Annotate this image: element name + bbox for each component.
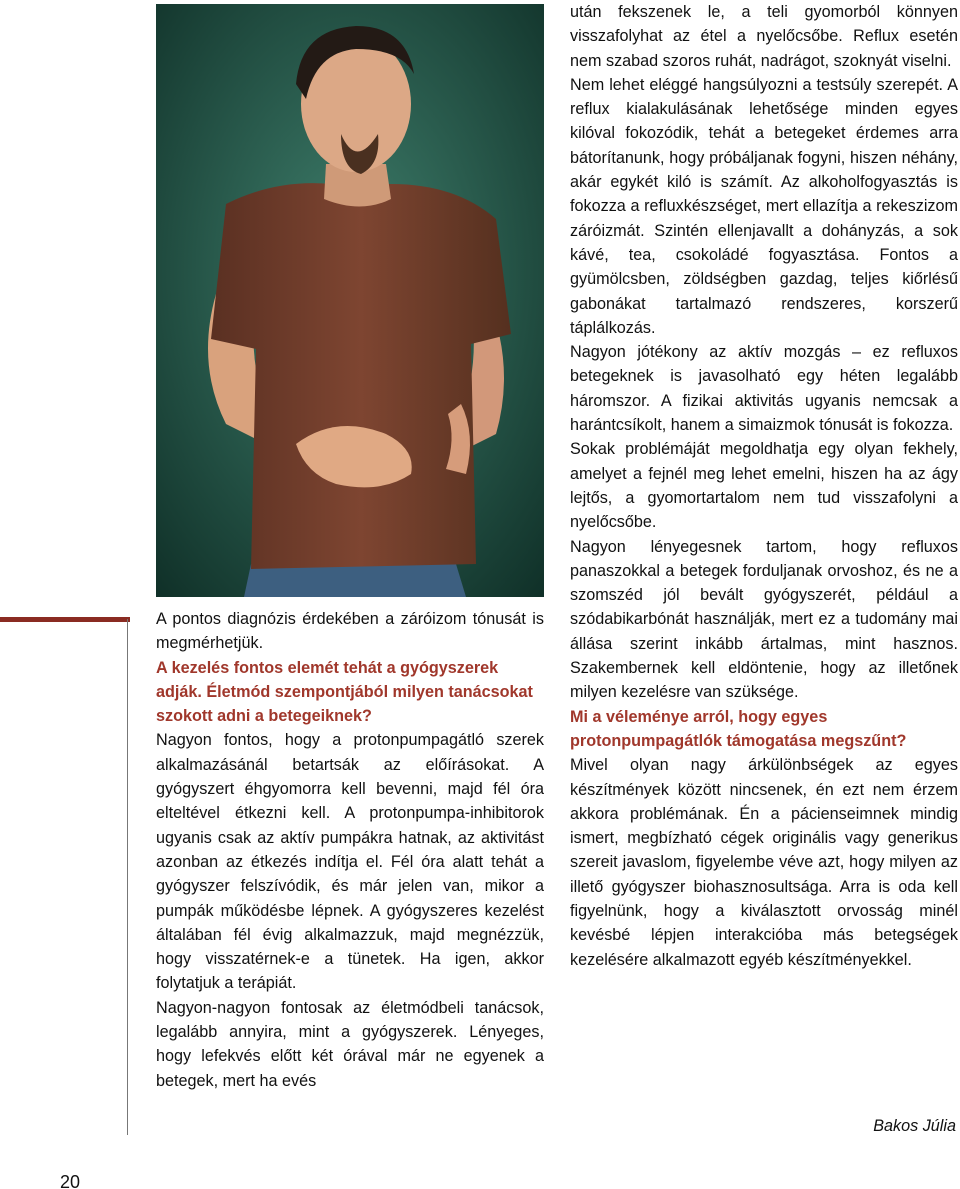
accent-rule (0, 617, 130, 622)
answer-paragraph: Nem lehet eléggé hangsúlyozni a testsúly szerepét. A reflux kialakulásának lehetősége minden egyes kilóval fokozódik, tehát a betegeket érdemes arra bátorítanunk, hogy próbáljanak fogyni, hiszen néhány, akár egykét kiló is számít. Az alkoholfogyasztás is fokozza a refluxkészséget, mert ellazítja a rekeszizom záróizmát. Szintén ellenjavallt a dohányzás, a sok kávé, tea, csokoládé fogyasztása. Fontos a gyümölcsben, zöldségben gazdag, teljes kiőrlésű gabonákat tartalmazó rendszeres, korszerű táplálkozás. (570, 75, 958, 337)
answer-paragraph: Nagyon jótékony az aktív mozgás – ez refluxos betegeknek is javasolható egy héten legalább háromszor. A fizikai aktivitás ugyanis nemcsak a harántcsíkolt, hanem a simaizmok tónusát is fokozza. (570, 343, 958, 435)
answer-paragraph: Nagyon fontos, hogy a protonpumpagátló szerek alkalmazásánál betartsák az előírásokat. A gyógyszert éhgyomorra kell bevenni, majd fél óra elteltével étkezni kell. A protonpumpa-inhibitorok ugyanis csak az aktív pumpákra hatnak, az aktivitást azonban az étkezés indítja el. Fél óra alatt tehát a gyógyszer felszívódik, és már jelen van, mikor a pumpák működésbe lépnek. A gyógyszeres kezelést általában fél évig alkalmazzuk, majd megnézzük, hogy visszatérnek-e a tünetek. Ha igen, akkor folytatjuk a terápiát. (156, 731, 544, 993)
answer-paragraph: Mivel olyan nagy árkülönbségek az egyes készítmények között nincsenek, én ezt nem érzem akkora problémának. Én a pácienseimnek mindig ismert, megbízható cégek originális vagy generikus szereit javaslom, figyelembe véve azt, hogy milyen az illető gyógyszer biohasznosultsága. Arra is oda kell figyelnünk, hogy a kiválasztott orvosság minél kevésbé lépjen interakcióba más betegségek kezelésére alkalmazott egyéb készítményekkel. (570, 756, 958, 969)
answer-paragraph: Nagyon-nagyon fontosak az életmódbeli tanácsok, legalább annyira, mint a gyógyszerek. Lényeges, hogy lefekvés előtt két órával már ne egyenek a betegek, mert ha evés (156, 998, 544, 1090)
interview-question: Mi a véleménye arról, hogy egyes protonpumpagátlók támogatása megszűnt? (570, 707, 907, 750)
article-photo (156, 4, 544, 597)
interview-question: A kezelés fontos elemét tehát a gyógyszerek adják. Életmód szempontjából milyen tanácsokat szokott adni a betegeiknek? (156, 658, 533, 726)
author-signature: Bakos Júlia (873, 1117, 956, 1135)
page-number: 20 (60, 1172, 81, 1189)
right-column (570, 0, 958, 972)
column-divider (127, 619, 128, 1135)
answer-paragraph: Nagyon lényegesnek tartom, hogy refluxos panaszokkal a betegek forduljanak orvoshoz, és ne a szomszéd jól bevált gyógyszerét, például a szódabikarbónát használják, mert ez a tudomány mai állása szerint inkább ártalmas, mint hasznos. Szakembernek kell eldöntenie, hogy az illetőnek milyen kezelésre van szüksége. (570, 537, 958, 702)
answer-paragraph: után fekszenek le, a teli gyomorból könnyen visszafolyhat az étel a nyelőcsőbe. Reflux esetén nem szabad szoros ruhát, nadrágot, szoknyát viselni. (570, 3, 958, 70)
intro-paragraph: A pontos diagnózis érdekében a záróizom tónusát is megmérhetjük. (156, 610, 544, 653)
left-column (156, 607, 544, 1093)
answer-paragraph: Sokak problémáját megoldhatja egy olyan fekhely, amelyet a fejnél meg lehet emelni, hiszen ha az ágy lejtős, a gyomortartalom nem tud visszafolyni a nyelőcsőbe. (570, 440, 958, 532)
man-holding-stomach-illustration (156, 4, 544, 597)
